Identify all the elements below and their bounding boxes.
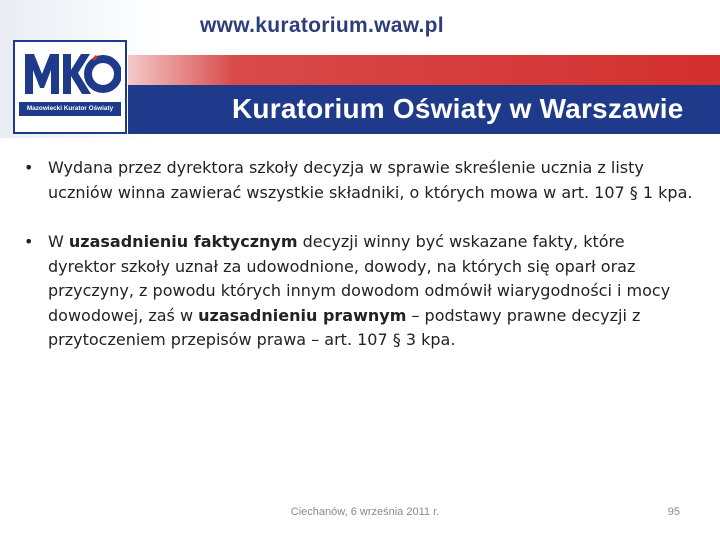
footer-location-date: Ciechanów, 6 września 2011 r. [290,506,440,518]
website-url: www.kuratorium.waw.pl [200,14,444,37]
bullet-item [24,230,696,353]
title-band [128,55,720,134]
bullet-dot-icon: • [24,232,34,251]
logo-caption: Mazowiecki Kurator Oświaty [19,102,121,116]
mko-logo-mark-icon [19,46,121,100]
bullet-list [24,156,696,353]
bold-term: uzasadnieniu faktycznym [68,232,298,251]
bullet-dot-icon: • [24,158,34,177]
bullet-text [48,230,696,353]
bullet-item [24,156,696,205]
text-run: – podstawy prawne decyzji z przytoczeniem przepisów prawa – art. 107 § 3 kpa. [48,305,641,349]
text-run: Wydana przez dyrektora szkoły decyzja w sprawie skreślenie ucznia z listy uczniów winna zawierać wszystkie składniki, o których mowa w art. 107 § 1 kpa. [48,158,693,202]
bullet-text [48,156,696,205]
bold-term: uzasadnieniu prawnym [198,305,407,325]
mko-logo [13,40,127,134]
header-banner [0,0,720,138]
text-run: W [48,232,69,251]
institution-title: Kuratorium Oświaty w Warszawie [232,93,684,124]
text-run: decyzji winny być wskazane fakty, które dyrektor szkoły uznał za udowodnione, dowody, na których się oparł oraz przyczyny, z powodu których innym dowodom odmówił wiarygodności i mocy dowodowej, zaś w [48,232,671,325]
red-stripe [128,55,720,85]
page-number: 95 [667,506,680,518]
